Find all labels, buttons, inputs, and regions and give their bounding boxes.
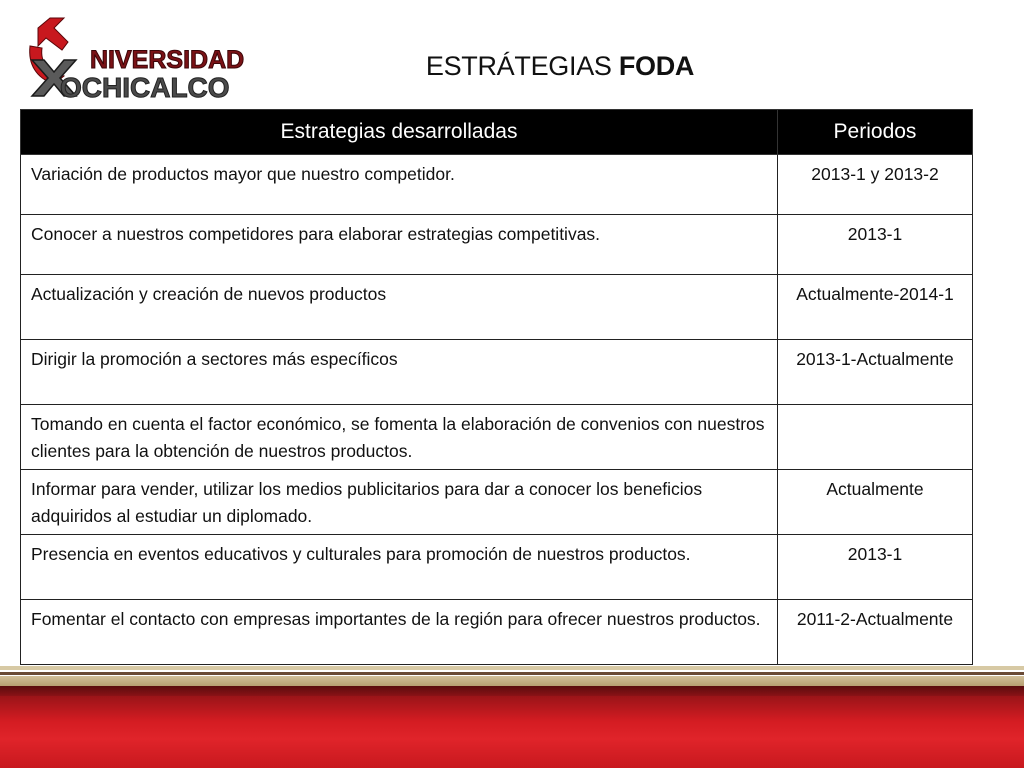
strategies-table-wrapper	[20, 109, 972, 665]
period-cell: 2011-2-Actualmente	[778, 600, 973, 665]
page-title	[340, 50, 780, 82]
strategy-cell: Fomentar el contacto con empresas importantes de la región para ofrecer nuestros productos.	[21, 600, 778, 665]
logo-text-bottom: OCHICALCO	[60, 72, 230, 103]
strategy-cell: Informar para vender, utilizar los medios publicitarios para dar a conocer los beneficios adquiridos al estudiar un diplomado.	[21, 470, 778, 535]
period-cell: 2013-1-Actualmente	[778, 340, 973, 405]
table-row	[21, 470, 973, 535]
column-header-periods: Periodos	[778, 110, 973, 155]
period-cell: Actualmente-2014-1	[778, 275, 973, 340]
strategies-table	[20, 109, 973, 665]
table-row	[21, 600, 973, 665]
strategy-cell: Conocer a nuestros competidores para elaborar estrategias competitivas.	[21, 215, 778, 275]
university-logo	[24, 16, 286, 102]
table-header-row	[21, 110, 973, 155]
strategy-cell: Tomando en cuenta el factor económico, se fomenta la elaboración de convenios con nuestros clientes para la obtención de nuestros productos.	[21, 405, 778, 470]
footer-stripe-gold	[0, 676, 1024, 686]
period-cell: 2013-1	[778, 535, 973, 600]
strategy-cell: Presencia en eventos educativos y culturales para promoción de nuestros productos.	[21, 535, 778, 600]
footer-red-band	[0, 696, 1024, 768]
logo-text-top: NIVERSIDAD	[90, 46, 245, 74]
strategy-cell: Actualización y creación de nuevos productos	[21, 275, 778, 340]
table-row	[21, 275, 973, 340]
period-cell: 2013-1 y 2013-2	[778, 155, 973, 215]
period-cell	[778, 405, 973, 470]
footer-stripe-dark	[0, 672, 1024, 675]
table-row	[21, 405, 973, 470]
period-cell: 2013-1	[778, 215, 973, 275]
title-bold: FODA	[618, 51, 695, 81]
table-row	[21, 535, 973, 600]
strategy-cell: Dirigir la promoción a sectores más específicos	[21, 340, 778, 405]
column-header-strategies: Estrategias desarrolladas	[21, 110, 778, 155]
footer-stripe-light	[0, 666, 1024, 670]
strategy-cell: Variación de productos mayor que nuestro competidor.	[21, 155, 778, 215]
table-row	[21, 215, 973, 275]
table-row	[21, 155, 973, 215]
title-normal: ESTRÁTEGIAS	[425, 51, 619, 81]
period-cell: Actualmente	[778, 470, 973, 535]
footer-stripe-shade	[0, 686, 1024, 696]
table-row	[21, 340, 973, 405]
